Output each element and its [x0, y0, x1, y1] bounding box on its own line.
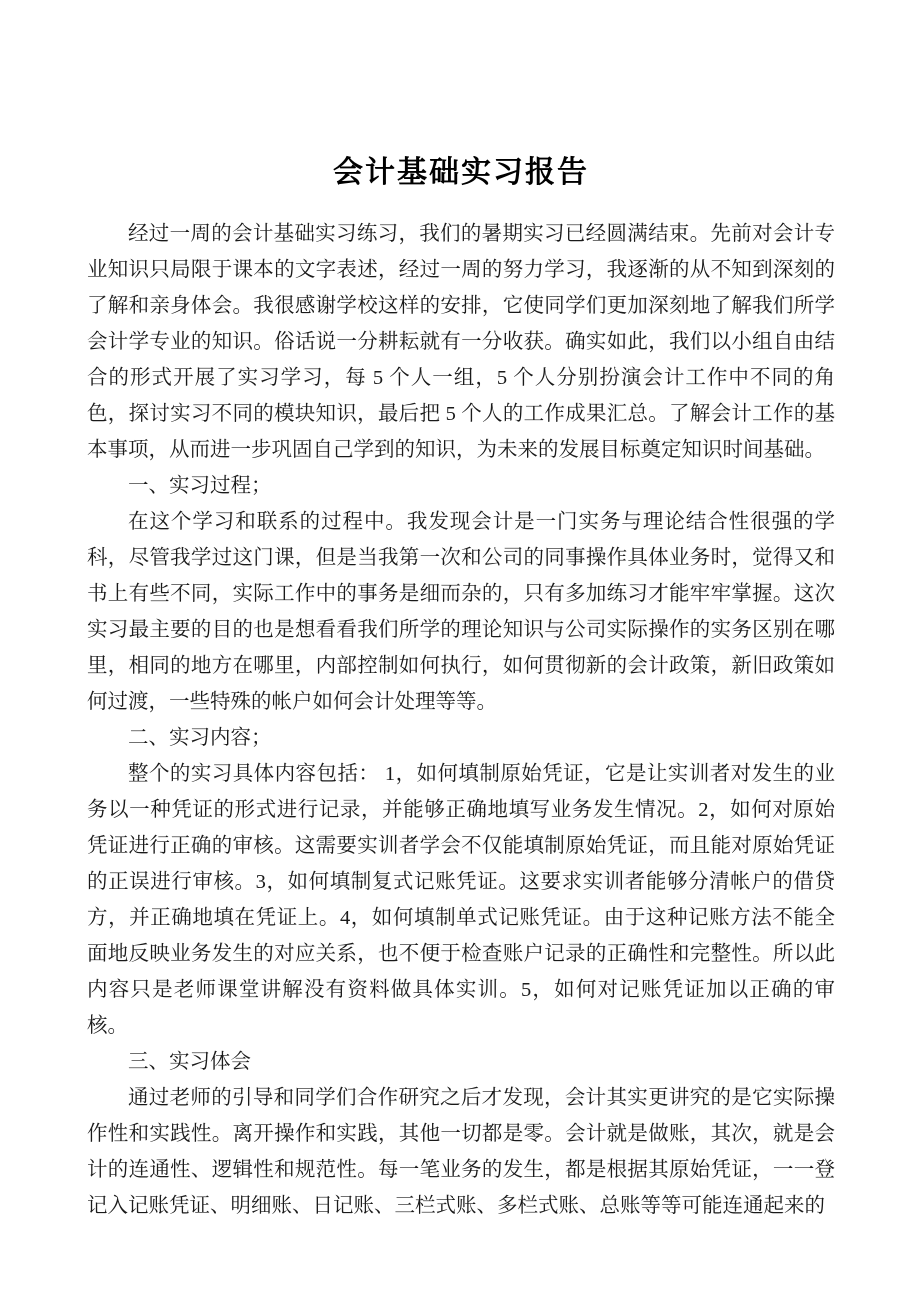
section-3-paragraph: 通过老师的引导和同学们合作研究之后才发现，会计其实更讲究的是它实际操作性和实践性。离开操作和实践，其他一切都是零。会计就是做账，其次，就是会计的连通性、逻辑性和规范性。每一笔业务的发生，都是根据其原始凭证，一一登记入记账凭证、明细账、日记账、三栏式账、多栏式账、总账等等可能连通起来的 [87, 1087, 835, 1217]
section-heading-1: 一、实习过程； [128, 475, 272, 497]
section-2-paragraph: 整个的实习具体内容包括： 1，如何填制原始凭证，它是让实训者对发生的业务以一种凭证的形式进行记录，并能够正确地填写业务发生情况。2，如何对原始凭证进行正确的审核。这需要实训者学会不仅能填制原始凭证，而且能对原始凭证的正误进行审核。3，如何填制复式记账凭证。这要求实训者能够分清帐户的借贷方，并正确地填在凭证上。4，如何填制单式记账凭证。由于这种记账方法不能全面地反映业务发生的对应关系，也不便于检查账户记录的正确性和完整性。所以此内容只是老师课堂讲解没有资料做具体实训。5，如何对记账凭证加以正确的审核。 [87, 763, 835, 1037]
section-1-paragraph: 在这个学习和联系的过程中。我发现会计是一门实务与理论结合性很强的学科，尽管我学过这门课，但是当我第一次和公司的同事操作具体业务时，觉得又和书上有些不同，实际工作中的事务是细而杂的，只有多加练习才能牢牢掌握。这次实习最主要的目的也是想看看我们所学的理论知识与公司实际操作的实务区别在哪里，相同的地方在哪里，内部控制如何执行，如何贯彻新的会计政策，新旧政策如何过渡，一些特殊的帐户如何会计处理等等。 [87, 511, 835, 713]
section-heading-2: 二、实习内容； [128, 727, 272, 749]
report-title: 会计基础实习报告 [333, 156, 589, 189]
section-heading-3: 三、实习体会 [128, 1051, 251, 1073]
intro-paragraph: 经过一周的会计基础实习练习，我们的暑期实习已经圆满结束。先前对会计专业知识只局限于课本的文字表述，经过一周的努力学习，我逐渐的从不知到深刻的了解和亲身体会。我很感谢学校这样的安排，它使同学们更加深刻地了解我们所学会计学专业的知识。俗话说一分耕耘就有一分收获。确实如此，我们以小组自由结合的形式开展了实习学习，每 5 个人一组，5 个人分别扮演会计工作中不同的角色，探讨实习不同的模块知识，最后把 5 个人的工作成果汇总。了解会计工作的基本事项，从而进一步巩固自己学到的知识，为未来的发展目标奠定知识时间基础。 [87, 223, 835, 461]
